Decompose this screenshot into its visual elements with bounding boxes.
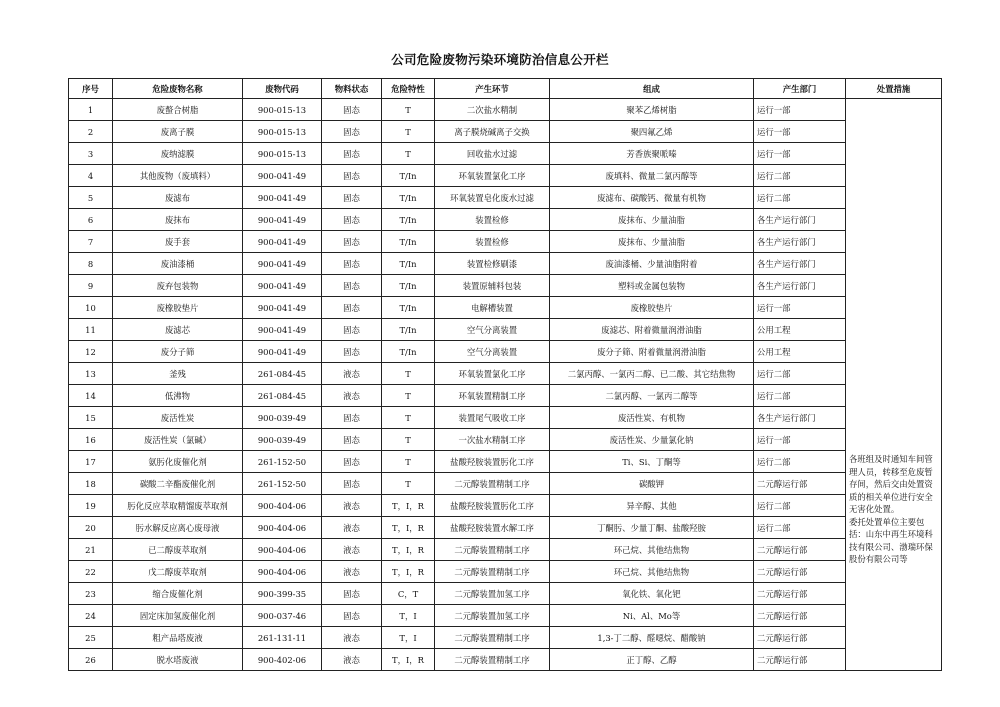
cell-serial: 4 — [69, 165, 113, 187]
cell-material-state: 液态 — [322, 649, 382, 671]
table-row — [69, 583, 942, 605]
cell-department: 二元醇运行部 — [754, 583, 846, 605]
cell-waste-name: 氨肟化废催化剂 — [113, 451, 243, 473]
cell-serial: 3 — [69, 143, 113, 165]
cell-waste-code: 900-041-49 — [243, 231, 322, 253]
cell-material-state: 固态 — [322, 231, 382, 253]
table-row — [69, 407, 942, 429]
cell-waste-code: 900-404-06 — [243, 561, 322, 583]
cell-waste-name: 废油漆桶 — [113, 253, 243, 275]
cell-serial: 2 — [69, 121, 113, 143]
cell-generation-stage: 装置检修 — [435, 231, 550, 253]
cell-material-state: 固态 — [322, 121, 382, 143]
cell-waste-code: 900-015-13 — [243, 143, 322, 165]
cell-waste-name: 废橡胶垫片 — [113, 297, 243, 319]
cell-generation-stage: 二元醇装置精制工序 — [435, 649, 550, 671]
cell-composition: 废橡胶垫片 — [550, 297, 754, 319]
cell-waste-name: 粗产品塔废液 — [113, 627, 243, 649]
cell-department: 运行二部 — [754, 385, 846, 407]
cell-waste-code: 900-041-49 — [243, 297, 322, 319]
cell-serial: 13 — [69, 363, 113, 385]
cell-composition: 聚四氟乙烯 — [550, 121, 754, 143]
cell-serial: 8 — [69, 253, 113, 275]
cell-hazard-property: T — [382, 407, 435, 429]
table-row — [69, 187, 942, 209]
cell-generation-stage: 盐酸羟胺装置肟化工序 — [435, 495, 550, 517]
cell-composition: 二氯丙醇、一氯丙二醇等 — [550, 385, 754, 407]
cell-waste-code: 900-404-06 — [243, 539, 322, 561]
cell-composition: Ni、Al、Mo等 — [550, 605, 754, 627]
cell-generation-stage: 盐酸羟胺装置肟化工序 — [435, 451, 550, 473]
cell-serial: 20 — [69, 517, 113, 539]
cell-department: 各生产运行部门 — [754, 275, 846, 297]
cell-material-state: 固态 — [322, 407, 382, 429]
cell-material-state: 液态 — [322, 363, 382, 385]
header-waste-name: 危险废物名称 — [113, 79, 243, 99]
cell-department: 运行二部 — [754, 451, 846, 473]
cell-hazard-property: T — [382, 99, 435, 121]
cell-generation-stage: 回收盐水过滤 — [435, 143, 550, 165]
cell-waste-code: 900-041-49 — [243, 187, 322, 209]
cell-serial: 7 — [69, 231, 113, 253]
cell-hazard-property: T/In — [382, 165, 435, 187]
cell-composition: 1,3-丁二醇、醛噁烷、醋酸钠 — [550, 627, 754, 649]
cell-department: 各生产运行部门 — [754, 407, 846, 429]
cell-waste-code: 900-402-06 — [243, 649, 322, 671]
cell-serial: 6 — [69, 209, 113, 231]
cell-hazard-property: T/In — [382, 231, 435, 253]
header-disposal: 处置措施 — [846, 79, 942, 99]
cell-hazard-property: T — [382, 451, 435, 473]
cell-hazard-property: T，I，R — [382, 539, 435, 561]
cell-waste-code: 900-037-46 — [243, 605, 322, 627]
cell-generation-stage: 二元醇装置精制工序 — [435, 473, 550, 495]
cell-hazard-property: T/In — [382, 187, 435, 209]
cell-composition: 二氯丙醇、一氯丙二醇、已二酸、其它结焦物 — [550, 363, 754, 385]
cell-composition: 正丁醇、乙醇 — [550, 649, 754, 671]
cell-waste-code: 900-041-49 — [243, 341, 322, 363]
cell-department: 二元醇运行部 — [754, 649, 846, 671]
table-row — [69, 649, 942, 671]
cell-waste-name: 缩合废催化剂 — [113, 583, 243, 605]
cell-composition: 废活性炭、少量氯化钠 — [550, 429, 754, 451]
cell-generation-stage: 一次盐水精制工序 — [435, 429, 550, 451]
cell-composition: 废油漆桶、少量油脂附着 — [550, 253, 754, 275]
cell-composition: 废活性炭、有机物 — [550, 407, 754, 429]
cell-composition: Ti、Si、丁酮等 — [550, 451, 754, 473]
table-header-row — [69, 79, 942, 99]
cell-serial: 5 — [69, 187, 113, 209]
cell-material-state: 液态 — [322, 385, 382, 407]
cell-composition: 塑料或金属包装物 — [550, 275, 754, 297]
cell-serial: 25 — [69, 627, 113, 649]
cell-composition: 碳酸钾 — [550, 473, 754, 495]
cell-serial: 23 — [69, 583, 113, 605]
cell-serial: 1 — [69, 99, 113, 121]
cell-waste-name: 低沸物 — [113, 385, 243, 407]
cell-hazard-property: T/In — [382, 209, 435, 231]
cell-composition: 环己烷、其他结焦物 — [550, 539, 754, 561]
table-row — [69, 231, 942, 253]
cell-generation-stage: 电解槽装置 — [435, 297, 550, 319]
table-row — [69, 99, 942, 121]
table-body — [69, 99, 942, 671]
cell-waste-name: 废纳滤膜 — [113, 143, 243, 165]
cell-generation-stage: 盐酸羟胺装置水解工序 — [435, 517, 550, 539]
cell-serial: 11 — [69, 319, 113, 341]
cell-hazard-property: T/In — [382, 275, 435, 297]
cell-composition: 废滤芯、附着微量润滑油脂 — [550, 319, 754, 341]
cell-serial: 24 — [69, 605, 113, 627]
cell-generation-stage: 装置检修 — [435, 209, 550, 231]
cell-waste-name: 废抹布 — [113, 209, 243, 231]
cell-waste-name: 废滤芯 — [113, 319, 243, 341]
cell-department: 公用工程 — [754, 341, 846, 363]
table-row — [69, 495, 942, 517]
cell-waste-code: 900-041-49 — [243, 209, 322, 231]
header-waste-code: 废物代码 — [243, 79, 322, 99]
table-row — [69, 517, 942, 539]
disposal-measure-text: 各班组及时通知车间管理人员，转移至危废暂存间，然后交由处置资质的相关单位进行安全无害化处置。 — [849, 454, 933, 515]
cell-serial: 9 — [69, 275, 113, 297]
cell-department: 运行一部 — [754, 143, 846, 165]
cell-department: 二元醇运行部 — [754, 561, 846, 583]
cell-composition: 废滤布、碳酸钙、微量有机物 — [550, 187, 754, 209]
cell-hazard-property: T，I，R — [382, 495, 435, 517]
header-serial: 序号 — [69, 79, 113, 99]
cell-hazard-property: T，I，R — [382, 517, 435, 539]
cell-waste-code: 900-041-49 — [243, 165, 322, 187]
cell-department: 运行一部 — [754, 99, 846, 121]
hazardous-waste-table — [68, 78, 942, 671]
cell-material-state: 固态 — [322, 143, 382, 165]
table-row — [69, 473, 942, 495]
cell-material-state: 固态 — [322, 99, 382, 121]
cell-generation-stage: 环氧装置皂化废水过滤 — [435, 187, 550, 209]
cell-material-state: 固态 — [322, 451, 382, 473]
cell-hazard-property: T，I — [382, 627, 435, 649]
table-row — [69, 627, 942, 649]
cell-generation-stage: 环氧装置氯化工序 — [435, 165, 550, 187]
cell-waste-name: 废分子筛 — [113, 341, 243, 363]
cell-waste-name: 碳酸二辛酯废催化剂 — [113, 473, 243, 495]
table-row — [69, 429, 942, 451]
table-row — [69, 385, 942, 407]
cell-hazard-property: T — [382, 385, 435, 407]
cell-material-state: 液态 — [322, 627, 382, 649]
cell-waste-name: 废手套 — [113, 231, 243, 253]
header-generation-stage: 产生环节 — [435, 79, 550, 99]
cell-material-state: 液态 — [322, 561, 382, 583]
cell-department: 二元醇运行部 — [754, 539, 846, 561]
cell-waste-name: 废活性炭 — [113, 407, 243, 429]
cell-hazard-property: T，I，R — [382, 649, 435, 671]
cell-composition: 废分子筛、附着微量润滑油脂 — [550, 341, 754, 363]
cell-hazard-property: T — [382, 121, 435, 143]
cell-generation-stage: 环氧装置精制工序 — [435, 385, 550, 407]
cell-department: 运行二部 — [754, 495, 846, 517]
cell-serial: 19 — [69, 495, 113, 517]
table-row — [69, 605, 942, 627]
table-row — [69, 561, 942, 583]
cell-waste-name: 已二醇废萃取剂 — [113, 539, 243, 561]
cell-generation-stage: 二次盐水精制 — [435, 99, 550, 121]
cell-waste-code: 261-084-45 — [243, 385, 322, 407]
cell-waste-code: 900-041-49 — [243, 253, 322, 275]
header-hazard-property: 危险特性 — [382, 79, 435, 99]
cell-waste-code: 261-152-50 — [243, 451, 322, 473]
cell-hazard-property: T/In — [382, 297, 435, 319]
cell-material-state: 液态 — [322, 495, 382, 517]
cell-material-state: 固态 — [322, 605, 382, 627]
cell-hazard-property: T/In — [382, 341, 435, 363]
table-row — [69, 451, 942, 473]
cell-composition: 氧化铁、氧化钯 — [550, 583, 754, 605]
table-row — [69, 165, 942, 187]
cell-material-state: 固态 — [322, 429, 382, 451]
cell-waste-code: 900-015-13 — [243, 99, 322, 121]
cell-waste-name: 废离子膜 — [113, 121, 243, 143]
cell-composition: 环己烷、其他结焦物 — [550, 561, 754, 583]
cell-department: 二元醇运行部 — [754, 605, 846, 627]
disposal-contractor-text: 委托处置单位主要包括：山东中再生环境科技有限公司、渤瑞环保股份有限公司等 — [849, 516, 933, 565]
cell-department: 二元醇运行部 — [754, 473, 846, 495]
cell-generation-stage: 装置原辅料包装 — [435, 275, 550, 297]
cell-serial: 18 — [69, 473, 113, 495]
cell-serial: 14 — [69, 385, 113, 407]
cell-waste-code: 900-039-49 — [243, 429, 322, 451]
cell-generation-stage: 装置尾气吸收工序 — [435, 407, 550, 429]
cell-department: 运行二部 — [754, 517, 846, 539]
cell-serial: 10 — [69, 297, 113, 319]
cell-waste-name: 废弃包装物 — [113, 275, 243, 297]
table-row — [69, 539, 942, 561]
cell-department: 各生产运行部门 — [754, 231, 846, 253]
cell-waste-code: 900-041-49 — [243, 319, 322, 341]
cell-waste-code: 900-404-06 — [243, 495, 322, 517]
cell-department: 运行一部 — [754, 297, 846, 319]
cell-hazard-property: T — [382, 143, 435, 165]
cell-waste-code: 261-152-50 — [243, 473, 322, 495]
cell-serial: 15 — [69, 407, 113, 429]
cell-hazard-property: T — [382, 473, 435, 495]
cell-hazard-property: T/In — [382, 253, 435, 275]
cell-waste-code: 261-131-11 — [243, 627, 322, 649]
cell-waste-name: 废螯合树脂 — [113, 99, 243, 121]
cell-waste-code: 900-039-49 — [243, 407, 322, 429]
cell-generation-stage: 二元醇装置精制工序 — [435, 627, 550, 649]
cell-composition: 芳香族聚哌嗪 — [550, 143, 754, 165]
cell-material-state: 固态 — [322, 583, 382, 605]
cell-composition: 废抹布、少量油脂 — [550, 231, 754, 253]
cell-department: 运行二部 — [754, 165, 846, 187]
table-row — [69, 209, 942, 231]
cell-waste-name: 废活性炭（氯碱） — [113, 429, 243, 451]
cell-waste-code: 900-015-13 — [243, 121, 322, 143]
cell-material-state: 固态 — [322, 253, 382, 275]
cell-serial: 21 — [69, 539, 113, 561]
cell-waste-name: 其他废物（废填料） — [113, 165, 243, 187]
cell-department: 各生产运行部门 — [754, 253, 846, 275]
table-row — [69, 275, 942, 297]
cell-generation-stage: 环氧装置氯化工序 — [435, 363, 550, 385]
cell-hazard-property: T，I，R — [382, 561, 435, 583]
cell-waste-name: 戊二醇废萃取剂 — [113, 561, 243, 583]
table-row — [69, 143, 942, 165]
cell-waste-code: 900-399-35 — [243, 583, 322, 605]
cell-waste-code: 261-084-45 — [243, 363, 322, 385]
cell-hazard-property: T — [382, 363, 435, 385]
cell-waste-code: 900-404-06 — [243, 517, 322, 539]
cell-material-state: 固态 — [322, 473, 382, 495]
cell-material-state: 固态 — [322, 187, 382, 209]
cell-material-state: 固态 — [322, 165, 382, 187]
cell-department: 运行一部 — [754, 121, 846, 143]
table-row — [69, 341, 942, 363]
header-department: 产生部门 — [754, 79, 846, 99]
cell-generation-stage: 二元醇装置加氢工序 — [435, 605, 550, 627]
header-composition: 组成 — [550, 79, 754, 99]
cell-serial: 26 — [69, 649, 113, 671]
cell-serial: 16 — [69, 429, 113, 451]
disposal-measures-cell — [846, 99, 942, 671]
cell-serial: 17 — [69, 451, 113, 473]
table-row — [69, 363, 942, 385]
cell-hazard-property: T，I — [382, 605, 435, 627]
cell-serial: 12 — [69, 341, 113, 363]
cell-material-state: 固态 — [322, 319, 382, 341]
cell-generation-stage: 空气分离装置 — [435, 341, 550, 363]
cell-waste-name: 肟化反应萃取精馏废萃取剂 — [113, 495, 243, 517]
cell-hazard-property: T — [382, 429, 435, 451]
cell-department: 二元醇运行部 — [754, 627, 846, 649]
cell-generation-stage: 装置检修刷漆 — [435, 253, 550, 275]
cell-composition: 异辛醇、其他 — [550, 495, 754, 517]
cell-waste-name: 废滤布 — [113, 187, 243, 209]
cell-generation-stage: 空气分离装置 — [435, 319, 550, 341]
cell-waste-name: 肟水解反应离心废母液 — [113, 517, 243, 539]
cell-composition: 废抹布、少量油脂 — [550, 209, 754, 231]
cell-material-state: 液态 — [322, 539, 382, 561]
cell-material-state: 固态 — [322, 341, 382, 363]
cell-material-state: 固态 — [322, 275, 382, 297]
cell-composition: 丁酮肟、少量丁酮、盐酸羟胺 — [550, 517, 754, 539]
cell-serial: 22 — [69, 561, 113, 583]
cell-material-state: 固态 — [322, 297, 382, 319]
cell-generation-stage: 二元醇装置精制工序 — [435, 561, 550, 583]
cell-generation-stage: 二元醇装置精制工序 — [435, 539, 550, 561]
cell-department: 运行一部 — [754, 429, 846, 451]
cell-generation-stage: 二元醇装置加氢工序 — [435, 583, 550, 605]
cell-material-state: 固态 — [322, 209, 382, 231]
table-row — [69, 121, 942, 143]
header-material-state: 物料状态 — [322, 79, 382, 99]
cell-department: 公用工程 — [754, 319, 846, 341]
table-row — [69, 297, 942, 319]
cell-composition: 废填料、微量二氯丙醇等 — [550, 165, 754, 187]
cell-generation-stage: 离子膜烧碱离子交换 — [435, 121, 550, 143]
cell-waste-name: 脱水塔废液 — [113, 649, 243, 671]
cell-waste-name: 釜残 — [113, 363, 243, 385]
cell-department: 各生产运行部门 — [754, 209, 846, 231]
cell-department: 运行二部 — [754, 363, 846, 385]
page-title: 公司危险废物污染环境防治信息公开栏 — [391, 52, 609, 67]
cell-hazard-property: C，T — [382, 583, 435, 605]
table-row — [69, 253, 942, 275]
cell-hazard-property: T/In — [382, 319, 435, 341]
cell-material-state: 液态 — [322, 517, 382, 539]
cell-department: 运行二部 — [754, 187, 846, 209]
cell-waste-name: 固定床加氢废催化剂 — [113, 605, 243, 627]
cell-composition: 聚苯乙烯树脂 — [550, 99, 754, 121]
table-row — [69, 319, 942, 341]
cell-waste-code: 900-041-49 — [243, 275, 322, 297]
